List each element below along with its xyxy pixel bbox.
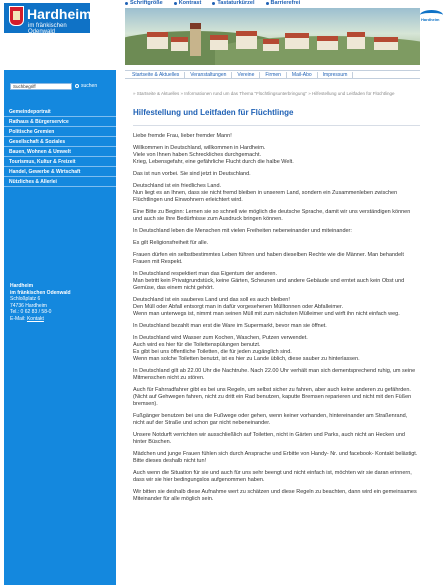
house: [263, 39, 279, 51]
sidebar-item-tourismus[interactable]: Tourismus, Kultur & Freizeit: [4, 157, 116, 167]
menu-impressum[interactable]: Impressum: [318, 72, 354, 78]
house: [171, 37, 188, 51]
house: [317, 36, 338, 50]
content-paragraph: Liebe fremde Frau, lieber fremder Mann!: [133, 133, 232, 139]
content-paragraph: Deutschland ist ein friedliches Land. Nun liegt es an Ihnen, dass sie nicht fremd bleiben in unserem Land, sondern ein Zusammenleben zwischen Flüchtlingen und Einwohnern erleichtert wird.: [133, 183, 398, 203]
coat-of-arms-icon: [9, 6, 24, 26]
hardheim-emblem: [420, 8, 445, 26]
house: [147, 32, 168, 49]
sidebar-item-gemeindeportrait[interactable]: Gemeindeportrait: [4, 107, 116, 117]
sidebar: [4, 70, 116, 585]
accessibility-label: Barrierefrei: [270, 0, 301, 6]
content-paragraph: Deutschland ist ein sauberes Land und das soll es auch bleiben! Den Müll oder Abfall entsorgt man in dafür vorgesehenen Mülltonnen oder Abfalleimer. Wenn man unterwegs ist, nimmt man seinen Müll mit zum nächsten Mülleimer und wirft ihn nicht einfach weg.: [133, 297, 400, 317]
keyboard-icon: [212, 2, 215, 5]
site-title: Hardheim: [27, 6, 92, 22]
text-size-icon: [125, 2, 128, 5]
keyboard-label: Tastaturkürzel: [217, 0, 255, 6]
house: [374, 37, 398, 50]
address-email: [10, 316, 71, 323]
content-paragraph: Das ist nun vorbei. Sie sind jetzt in Deutschland.: [133, 171, 251, 177]
accessibility-link[interactable]: [266, 0, 301, 6]
content-paragraph: Unsere Notdurft verrichten wir ausschließlich auf Toiletten, nicht in Gärten und Parks, auch nicht an Hecken und hinter Büschen.: [133, 432, 405, 445]
content-paragraph: Mädchen und junge Frauen fühlen sich durch Ansprache und Erbitte von Handy- Nr. und facebook- Kontakt belästigt. Bitte dieses deshalb nicht tun!: [133, 451, 418, 464]
content-paragraph: Frauen dürfen ein selbstbestimmtes Leben führen und haben dieselben Rechte wie die Männer. Man behandelt Frauen mit Respekt.: [133, 252, 404, 265]
sidebar-item-bauen[interactable]: Bauen, Wohnen & Umwelt: [4, 147, 116, 157]
content-paragraph: Wir bitten sie deshalb diese Aufnahme wert zu schätzen und diese Regeln zu beachten, dann wird ein gemeinsames Miteinander für alle möglich sein.: [133, 489, 417, 502]
email-label: E-Mail:: [10, 315, 26, 322]
main-navigation: [125, 70, 420, 79]
church-tower: [190, 23, 201, 56]
menu-mail-abo[interactable]: Mail-Abo: [287, 72, 318, 78]
content-paragraph: In Deutschland bezahlt man erst die Ware im Supermarkt, bevor man sie öffnet.: [133, 323, 327, 329]
sidebar-item-rathaus[interactable]: Rathaus & Bürgerservice: [4, 117, 116, 127]
village-banner-image: [125, 8, 420, 65]
search-input[interactable]: Suchbegriff: [10, 83, 72, 90]
house: [285, 33, 309, 49]
address-phone: Tel.: 0 62 83 / 58-0: [10, 309, 52, 315]
menu-veranstaltungen[interactable]: Veranstaltungen: [185, 72, 232, 78]
menu-firmen[interactable]: Firmen: [260, 72, 287, 78]
menu-vereine[interactable]: Vereine: [232, 72, 260, 78]
sidebar-item-gremien[interactable]: Politische Gremien: [4, 127, 116, 137]
search-icon: [75, 84, 79, 88]
content-paragraph: Fußgänger benutzen bei uns die Fußwege oder gehen, wenn keiner vorhanden, hintereinander am Straßenrand, nicht auf der Straße und schon gar nicht nebeneinander.: [133, 413, 408, 426]
house: [210, 35, 228, 50]
divider: [133, 125, 420, 126]
search-button[interactable]: [75, 83, 97, 89]
address-region: im fränkischen Odenwald: [10, 289, 71, 296]
sidebar-navigation: [4, 107, 116, 187]
accessibility-nav: [125, 0, 300, 6]
contact-address: [10, 283, 71, 322]
content-paragraph: Eine Bitte zu Beginn: Lernen sie so schnell wie möglich die deutsche Sprache, damit wir uns verständigen können und auch sie Ihre Bedürfnisse zum Ausdruck bringen können.: [133, 209, 411, 222]
site-subtitle: im fränkischen Odenwald: [28, 23, 67, 35]
sidebar-item-handel[interactable]: Handel, Gewerbe & Wirtschaft: [4, 167, 116, 177]
site-logo[interactable]: [4, 3, 90, 33]
font-size-link[interactable]: [125, 0, 163, 6]
content-paragraph: In Deutschland wird Wasser zum Kochen, Waschen, Putzen verwendet. Auch wird es hier für die Toilettenspülungen benutzt. Es gibt bei uns öffentliche Toiletten, die für jeden zugänglich sind. Wenn man solche Toiletten benutzt, ist es hier zu Lande üblich, diese sauber zu hinterlassen.: [133, 335, 360, 362]
contrast-label: Kontrast: [178, 0, 202, 6]
content-paragraph: Es gilt Religionsfreiheit für alle.: [133, 240, 209, 246]
content-paragraph: In Deutschland leben die Menschen mit vielen Freiheiten nebeneinander und miteinander:: [133, 228, 352, 234]
content-paragraph: In Deutschland respektiert man das Eigentum der anderen. Man betritt kein Privatgrundstück, keine Gärten, Scheunen und andere Gebäude und erntet auch kein Obst und Gemüse, das einem nicht gehört.: [133, 271, 405, 291]
main-content: [133, 91, 420, 508]
breadcrumb[interactable]: » Startseite & Aktuelles » Informationen rund um das Thema "Flüchtlingsunterbringung" » Hilfestellung und Leitfaden für Flüchtlinge: [133, 91, 395, 96]
sidebar-item-gesellschaft[interactable]: Gesellschaft & Soziales: [4, 137, 116, 147]
address-street: Schloßplatz 6: [10, 296, 41, 302]
content-paragraph: Auch für Fahrradfahrer gibt es bei uns Regeln, um selbst sicher zu fahren, aber auch keine anderen zu gefährden. (Nicht auf Gehwegen fahren, nicht zu dritt ein Rad benutzen, kaputte Bremsen reparieren und nicht mit den Füßen bremsen).: [133, 387, 412, 407]
address-city: 74736 Hardheim: [10, 302, 47, 309]
content-paragraph: In Deutschland gilt ab 22.00 Uhr die Nachtruhe. Nach 22.00 Uhr verhält man sich dementsprechend ruhig, um seine Mitmenschen nicht zu stören.: [133, 368, 416, 381]
search-button-label: suchen: [81, 83, 98, 89]
sidebar-item-nuetzliches[interactable]: Nützliches & Allerlei: [4, 177, 116, 187]
accessibility-icon: [266, 2, 269, 5]
header: [0, 0, 445, 66]
house: [347, 32, 365, 49]
menu-startseite[interactable]: Startseite & Aktuelles: [125, 72, 185, 78]
contrast-link[interactable]: [174, 0, 202, 6]
house: [236, 31, 257, 49]
contrast-icon: [174, 2, 177, 5]
content-paragraph: Willkommen in Deutschland, willkommen in Hardheim. Viele von Ihnen haben Schreckliches durchgemacht. Krieg, Lebensgefahr, eine gefährliche Flucht durch die halbe Welt.: [133, 145, 294, 165]
page-title: Hilfestellung und Leitfaden für Flüchtlinge: [133, 108, 294, 117]
content-paragraph: Auch wenn die Situation für sie und auch für uns sehr beengt und nicht einfach ist, möchten wir sie daran erinnern, dass wir sie hier bedingungslos aufgenommen haben.: [133, 470, 412, 483]
contact-link[interactable]: Kontakt: [26, 315, 44, 322]
address-name: Hardheim: [10, 283, 34, 289]
emblem-text: Hardheim: [421, 17, 440, 22]
keyboard-shortcuts-link[interactable]: [212, 0, 254, 6]
font-size-label: Schriftgröße: [130, 0, 163, 6]
